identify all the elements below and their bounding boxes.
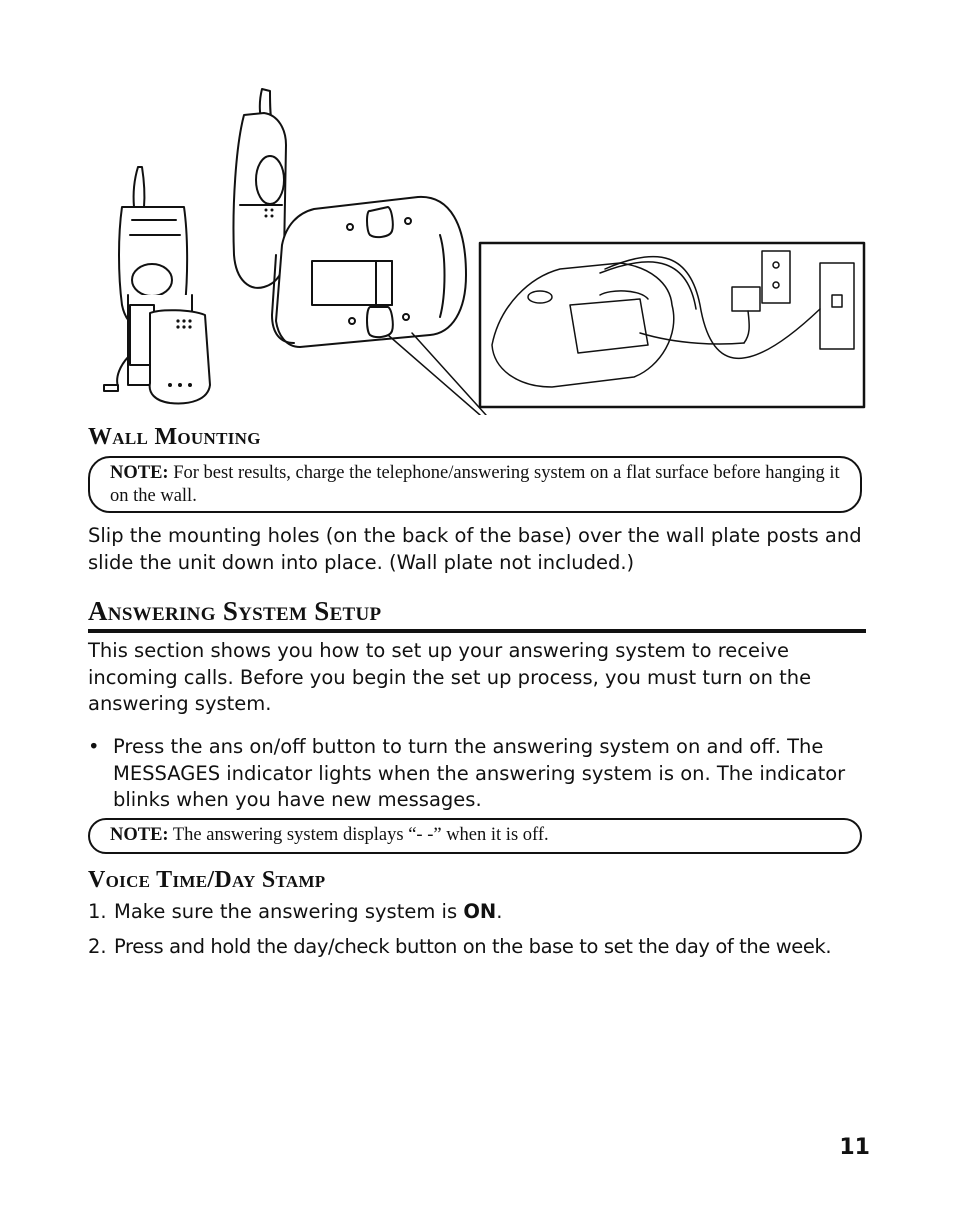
answering-setup-paragraph: This section shows you how to set up your answering system to receive incoming calls. Before you begin the set up process, you must turn on the answering system. — [88, 639, 812, 715]
wall-mounting-heading: Wall Mounting — [88, 424, 261, 450]
step-number: 1. — [88, 900, 107, 923]
step-text: Press and hold the day/check button on the base to set the day of the week. — [114, 935, 832, 958]
voice-stamp-heading: Voice Time/Day Stamp — [88, 867, 326, 893]
handset-left-drawing — [104, 167, 210, 403]
base-unit-drawing — [272, 197, 486, 415]
wall-mounting-note — [88, 456, 862, 513]
answering-system-note — [88, 818, 862, 854]
wall-mounting-illustration — [100, 85, 870, 415]
note-label: NOTE: — [110, 825, 169, 845]
section-rule — [88, 629, 866, 633]
note-text: The answering system displays “- -” when it is off. — [168, 825, 549, 845]
step-text: Make sure the answering system is ON. — [114, 900, 503, 923]
handset-right-drawing — [233, 89, 286, 288]
note-text: For best results, charge the telephone/answering system on a flat surface before hanging it on the wall. — [110, 463, 840, 506]
answering-setup-heading: Answering System Setup — [88, 596, 382, 626]
bullet-text: Press the ans on/off button to turn the answering system on and off. The MESSAGES indicator lights when the answering system is on. The indicator blinks when you have new messages. — [113, 735, 846, 811]
wall-mounting-paragraph: Slip the mounting holes (on the back of the base) over the wall plate posts and slide the unit down into place. (Wall plate not included.) — [88, 524, 862, 574]
page-number: 11 — [839, 1135, 870, 1160]
step-number: 2. — [88, 935, 107, 958]
step-emphasis: ON — [463, 900, 497, 923]
bullet-symbol: • — [88, 735, 100, 758]
note-label: NOTE: — [110, 463, 169, 483]
